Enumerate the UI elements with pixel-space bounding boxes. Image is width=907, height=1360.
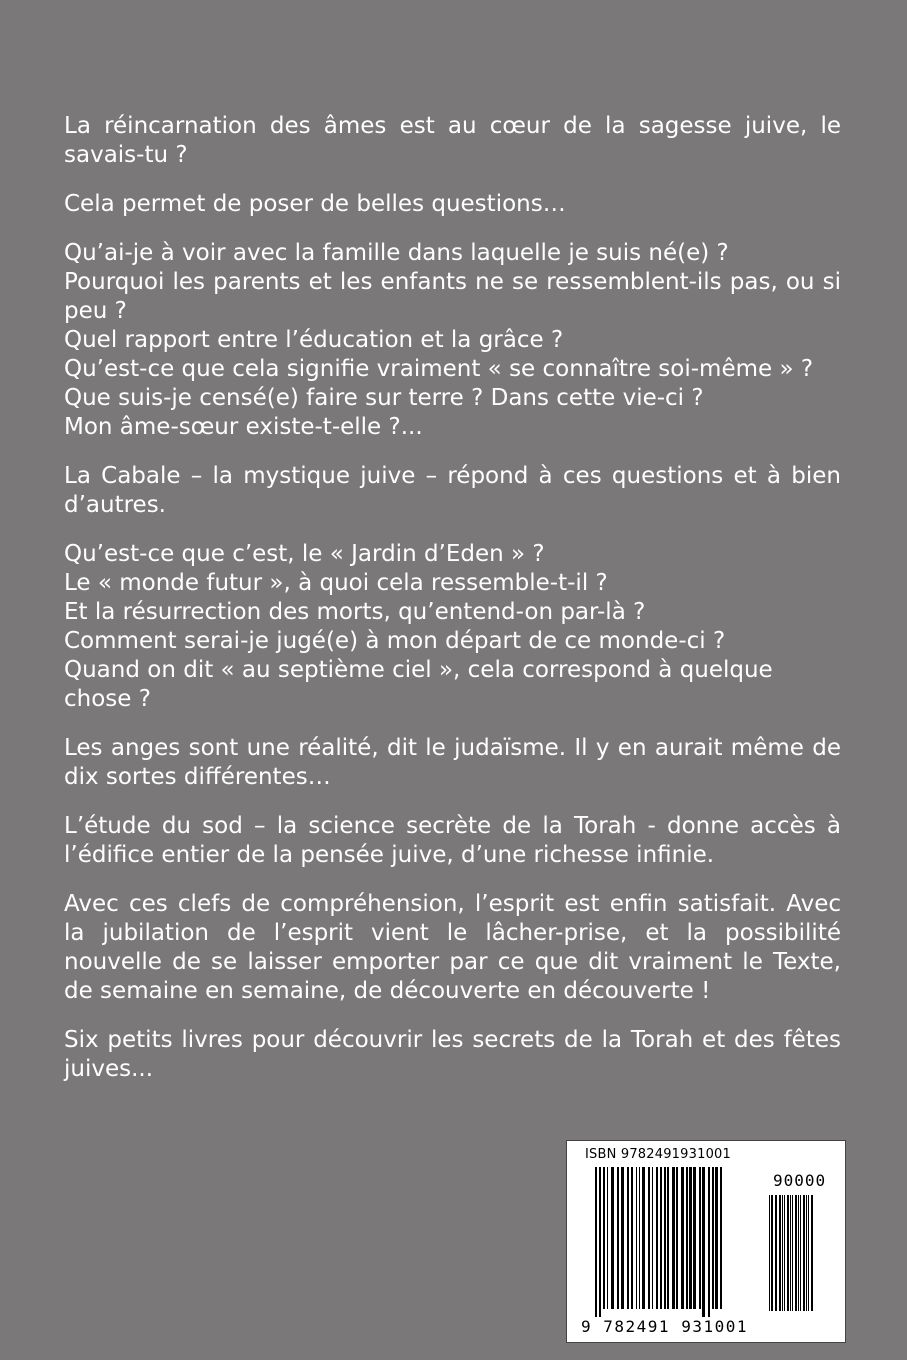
barcode-bar [686,1167,688,1309]
paragraph-question-list-2: Qu’est-ce que c’est, le « Jardin d’Eden » ? Le « monde futur », à quoi cela ressemble-t-il ? Et la résurrection des morts, qu’entend-on par-là ? Comment serai-je jugé(e) à mon départ de ce monde-ci ? Quand on dit « au septième ciel », cela correspond à quelque chose ? [64,541,773,712]
barcode-bar [664,1167,666,1309]
isbn-label: ISBN 9782491931001 [585,1147,731,1162]
barcode-bar [800,1195,801,1311]
barcode-bar [782,1195,783,1311]
barcode-bar [720,1167,722,1309]
barcode-bar [795,1195,797,1311]
barcode-bar [676,1167,678,1309]
barcode-bar [595,1167,597,1317]
barcode-bar [652,1167,653,1309]
barcode-bar [681,1167,684,1309]
barcode-bar [771,1195,773,1311]
barcode-bar [702,1167,705,1317]
barcode-bar [617,1167,619,1309]
paragraph-cabale: La Cabale – la mystique juive – répond à ces questions et à bien d’autres. [64,463,841,518]
barcode-bar [627,1167,629,1309]
paragraph-question-list-1: Qu’ai-je à voir avec la famille dans laquelle je suis né(e) ? Pourquoi les parents et les enfants ne se ressemblent-ils pas, ou si peu ? Quel rapport entre l’éducation et la grâce ? Qu’est-ce que cela signifie vraiment « se connaître soi-même » ? Que suis-je censé(e) faire sur terre ? Dans cette vie-ci ? Mon âme-sœur existe-t-elle ?... [64,240,841,440]
barcode-bar [775,1195,777,1311]
addon-bars [769,1195,829,1315]
barcode-bar [689,1167,692,1309]
barcode-bar [712,1167,714,1309]
barcode-bar [672,1167,675,1309]
barcode-bar [803,1195,805,1311]
barcode-bar [693,1167,696,1309]
paragraph-six-livres: Six petits livres pour découvrir les secrets de la Torah et des fêtes juives... [64,1027,841,1082]
barcode-bar [599,1167,601,1317]
paragraph-questions-intro: Cela permet de poser de belles questions… [64,191,566,217]
barcode-bar [798,1195,799,1311]
barcode-bar [784,1195,785,1311]
ean13-bars [595,1167,765,1319]
barcode-bar [603,1167,605,1309]
paragraph-reincarnation: La réincarnation des âmes est au cœur de la sagesse juive, le savais-tu ? [64,113,841,168]
barcode-bar [639,1167,640,1309]
barcode-bar [769,1195,770,1311]
barcode-bar [611,1167,614,1309]
addon-digits: 90000 [773,1171,827,1190]
barcode-bar [656,1167,658,1309]
barcode-bar [636,1167,637,1309]
barcode-bar [642,1167,645,1309]
barcode-bar [715,1167,718,1309]
paragraph-anges: Les anges sont une réalité, dit le judaïsme. Il y en aurait même de dix sortes différentes… [64,735,841,790]
barcode-bar [660,1167,662,1309]
barcode-bar [808,1195,809,1311]
barcode-bar [779,1195,781,1311]
barcode-bar [708,1167,710,1317]
ean-digits: 9 782491 931001 [581,1317,748,1336]
barcode-bar [607,1167,608,1309]
isbn-barcode [566,1140,846,1343]
barcode-bar [621,1167,624,1309]
barcode-bar [699,1167,701,1309]
paragraph-clefs: Avec ces clefs de compréhension, l’esprit est enfin satisfait. Avec la jubilation de l’esprit vient le lâcher-prise, et la possibilité nouvelle de se laisser emporter par ce que dit vraiment le Texte, de semaine en semaine, de découverte en découverte ! [64,891,841,1004]
barcode-bar [806,1195,807,1311]
barcode-bar [790,1195,791,1311]
back-cover-text [64,112,841,1104]
barcode-bar [667,1167,669,1309]
barcode-bar [787,1195,789,1311]
paragraph-sod: L’étude du sod – la science secrète de la Torah - donne accès à l’édifice entier de la pensée juive, d’une richesse infinie. [64,813,841,868]
barcode-bar [648,1167,650,1309]
barcode-bar [631,1167,633,1309]
barcode-bar [792,1195,793,1311]
barcode-bar [811,1195,813,1311]
